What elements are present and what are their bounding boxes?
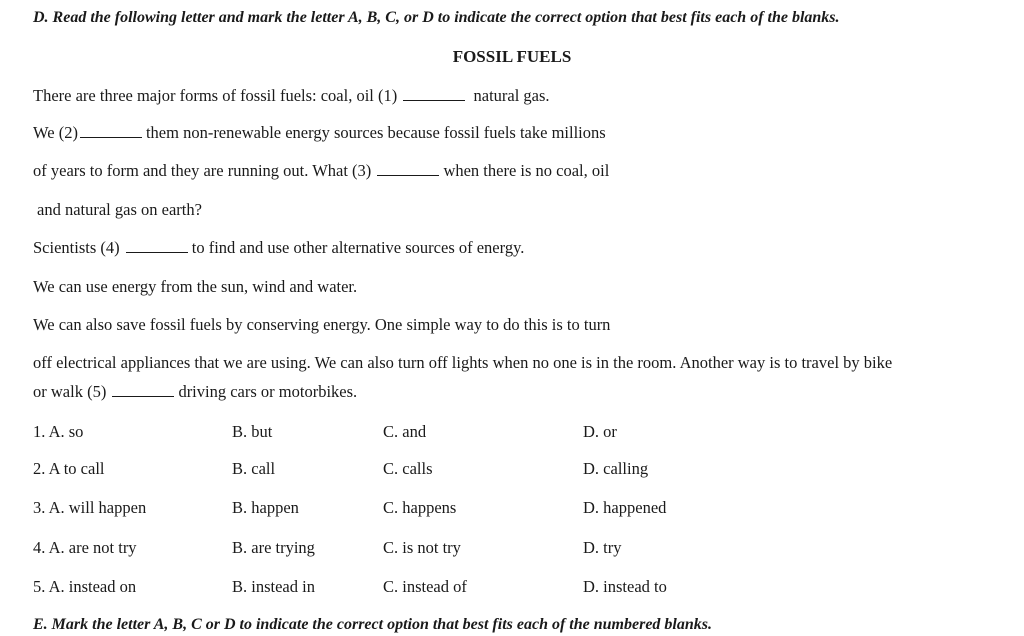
option-c[interactable]: C. calls <box>383 459 433 478</box>
option-c[interactable]: C. and <box>383 422 427 441</box>
blank-4[interactable] <box>126 238 188 253</box>
option-a[interactable]: 3. A. will happen <box>33 498 147 517</box>
blank-5[interactable] <box>112 382 174 397</box>
option-a[interactable]: 1. A. so <box>33 422 84 441</box>
line-text: to find and use other alternative sources of energy. <box>191 238 525 257</box>
option-d[interactable]: D. try <box>583 538 622 557</box>
option-b[interactable]: B. call <box>232 459 276 478</box>
blank-2[interactable] <box>80 123 142 138</box>
option-a[interactable]: 5. A. instead on <box>33 577 137 596</box>
option-d[interactable]: D. or <box>583 422 617 441</box>
option-a[interactable]: 4. A. are not try <box>33 538 137 557</box>
passage-line-6: We can use energy from the sun, wind and water. <box>33 277 358 296</box>
blank-1[interactable] <box>403 86 465 101</box>
line-text: them non-renewable energy sources because fossil fuels take millions <box>145 123 606 142</box>
line-text: natural gas. <box>473 86 550 105</box>
option-b[interactable]: B. instead in <box>232 577 315 596</box>
option-c[interactable]: C. instead of <box>383 577 467 596</box>
passage-line-3 <box>33 160 609 182</box>
line-text: We (2) <box>33 123 78 142</box>
option-c[interactable]: C. happens <box>383 498 457 517</box>
option-b[interactable]: B. but <box>232 422 273 441</box>
blank-3[interactable] <box>377 161 439 176</box>
passage-line-8: off electrical appliances that we are using. We can also turn off lights when no one is in the room. Another way is to travel by bike <box>33 353 893 372</box>
passage-line-1 <box>33 85 550 107</box>
passage-title: FOSSIL FUELS <box>452 47 572 66</box>
passage-line-2 <box>33 122 606 144</box>
line-text: of years to form and they are running out. What (3) <box>33 161 372 180</box>
line-text: There are three major forms of fossil fuels: coal, oil (1) <box>33 86 398 105</box>
option-b[interactable]: B. are trying <box>232 538 315 557</box>
option-d[interactable]: D. happened <box>583 498 667 517</box>
line-text: Scientists (4) <box>33 238 120 257</box>
passage-line-5 <box>33 237 524 259</box>
option-d[interactable]: D. instead to <box>583 577 667 596</box>
passage-line-4: and natural gas on earth? <box>37 200 202 219</box>
option-b[interactable]: B. happen <box>232 498 299 517</box>
line-text: or walk (5) <box>33 382 107 401</box>
option-d[interactable]: D. calling <box>583 459 649 478</box>
option-a[interactable]: 2. A to call <box>33 459 105 478</box>
passage-line-9 <box>33 381 357 403</box>
passage-line-7: We can also save fossil fuels by conserving energy. One simple way to do this is to turn <box>33 315 611 334</box>
option-c[interactable]: C. is not try <box>383 538 461 557</box>
section-e-instruction: E. Mark the letter A, B, C or D to indicate the correct option that best fits each of the numbered blanks. <box>33 616 712 633</box>
line-text: when there is no coal, oil <box>443 161 610 180</box>
section-d-instruction: D. Read the following letter and mark the letter A, B, C, or D to indicate the correct option that best fits each of the blanks. <box>33 9 840 26</box>
line-text: driving cars or motorbikes. <box>178 382 358 401</box>
